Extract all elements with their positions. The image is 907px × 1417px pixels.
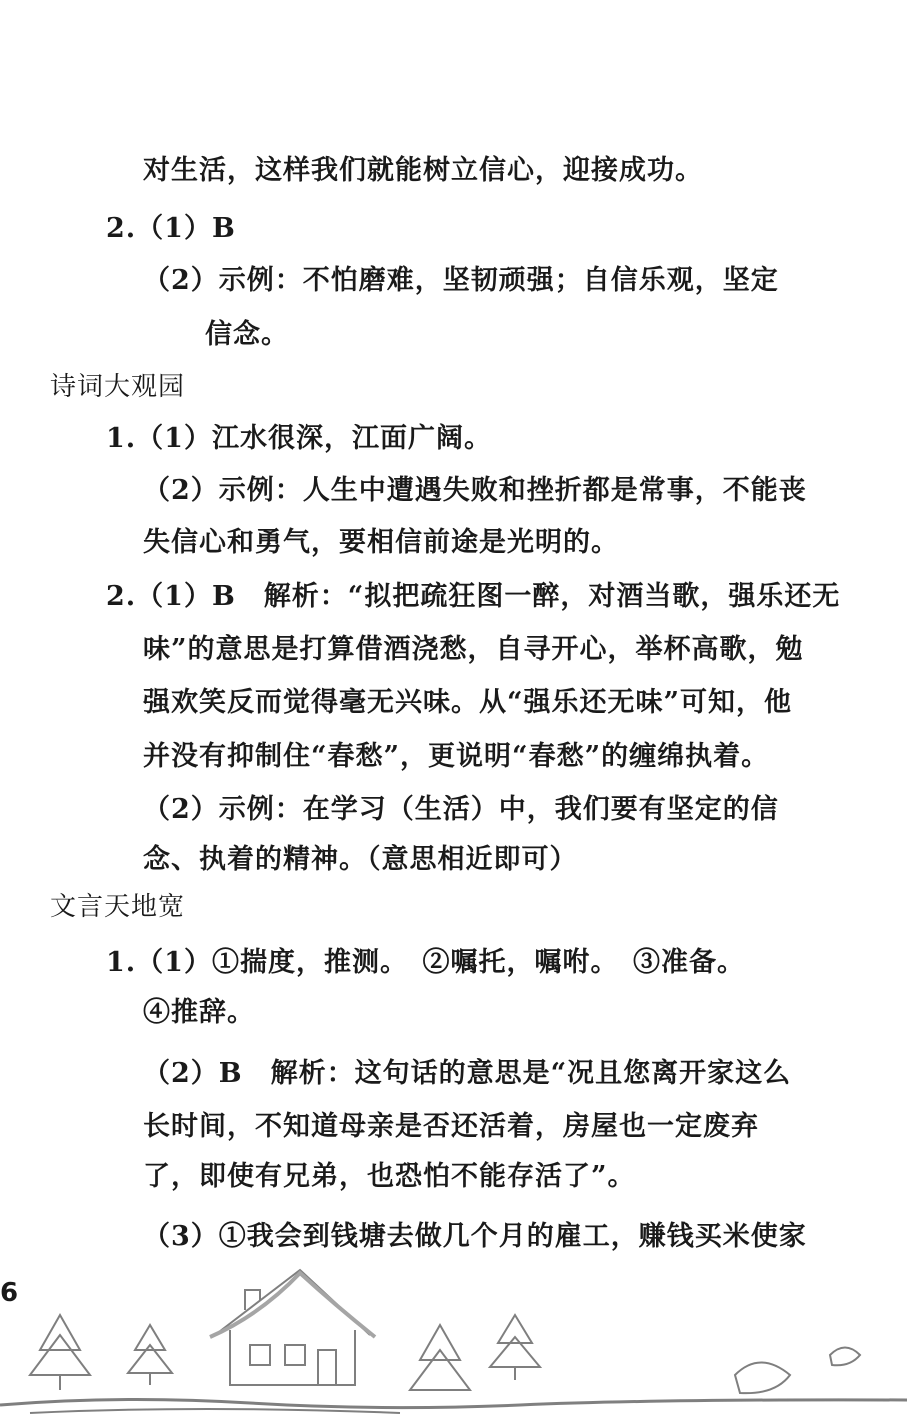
page-number: 6 (0, 1278, 19, 1308)
house-trees-illustration-icon (0, 1255, 907, 1417)
answer-line: 1.（1）江水很深，江面广阔。 (106, 423, 492, 454)
answer-line: ④推辞。 (143, 997, 255, 1028)
answer-line: （2）示例：在学习（生活）中，我们要有坚定的信 (143, 794, 779, 825)
section-title-classical: 文言天地宽 (50, 892, 186, 922)
answer-line: 念、执着的精神。（意思相近即可） (143, 844, 578, 875)
answer-line: 长时间，不知道母亲是否还活着，房屋也一定废弃 (143, 1111, 759, 1142)
answer-line: （2）B 解析：这句话的意思是“况且您离开家这么 (143, 1058, 792, 1089)
answer-line: 2.（1）B 解析：“拟把疏狂图一醉，对酒当歌，强乐还无 (106, 581, 841, 612)
answer-line: 信念。 (205, 319, 289, 350)
answer-line: （3）①我会到钱塘去做几个月的雇工，赚钱买米使家 (143, 1221, 807, 1252)
answer-line: （2）示例：人生中遭遇失败和挫折都是常事，不能丧 (143, 475, 807, 506)
section-title-poetry: 诗词大观园 (50, 372, 186, 402)
answer-line: 强欢笑反而觉得毫无兴味。从“强乐还无味”可知，他 (143, 687, 793, 718)
answer-line: 2.（1）B (106, 213, 236, 244)
answer-line: 对生活，这样我们就能树立信心，迎接成功。 (143, 155, 703, 186)
answer-line: （2）示例：不怕磨难，坚韧顽强；自信乐观，坚定 (143, 265, 779, 296)
answer-line: 并没有抑制住“春愁”，更说明“春愁”的缠绵执着。 (143, 741, 770, 772)
answer-line: 了，即使有兄弟，也恐怕不能存活了”。 (143, 1161, 636, 1192)
answer-line: 失信心和勇气，要相信前途是光明的。 (143, 527, 619, 558)
answer-line: 味”的意思是打算借酒浇愁，自寻开心，举杯高歌，勉 (143, 634, 804, 665)
answer-line: 1.（1）①揣度，推测。 ②嘱托，嘱咐。 ③准备。 (106, 947, 745, 978)
